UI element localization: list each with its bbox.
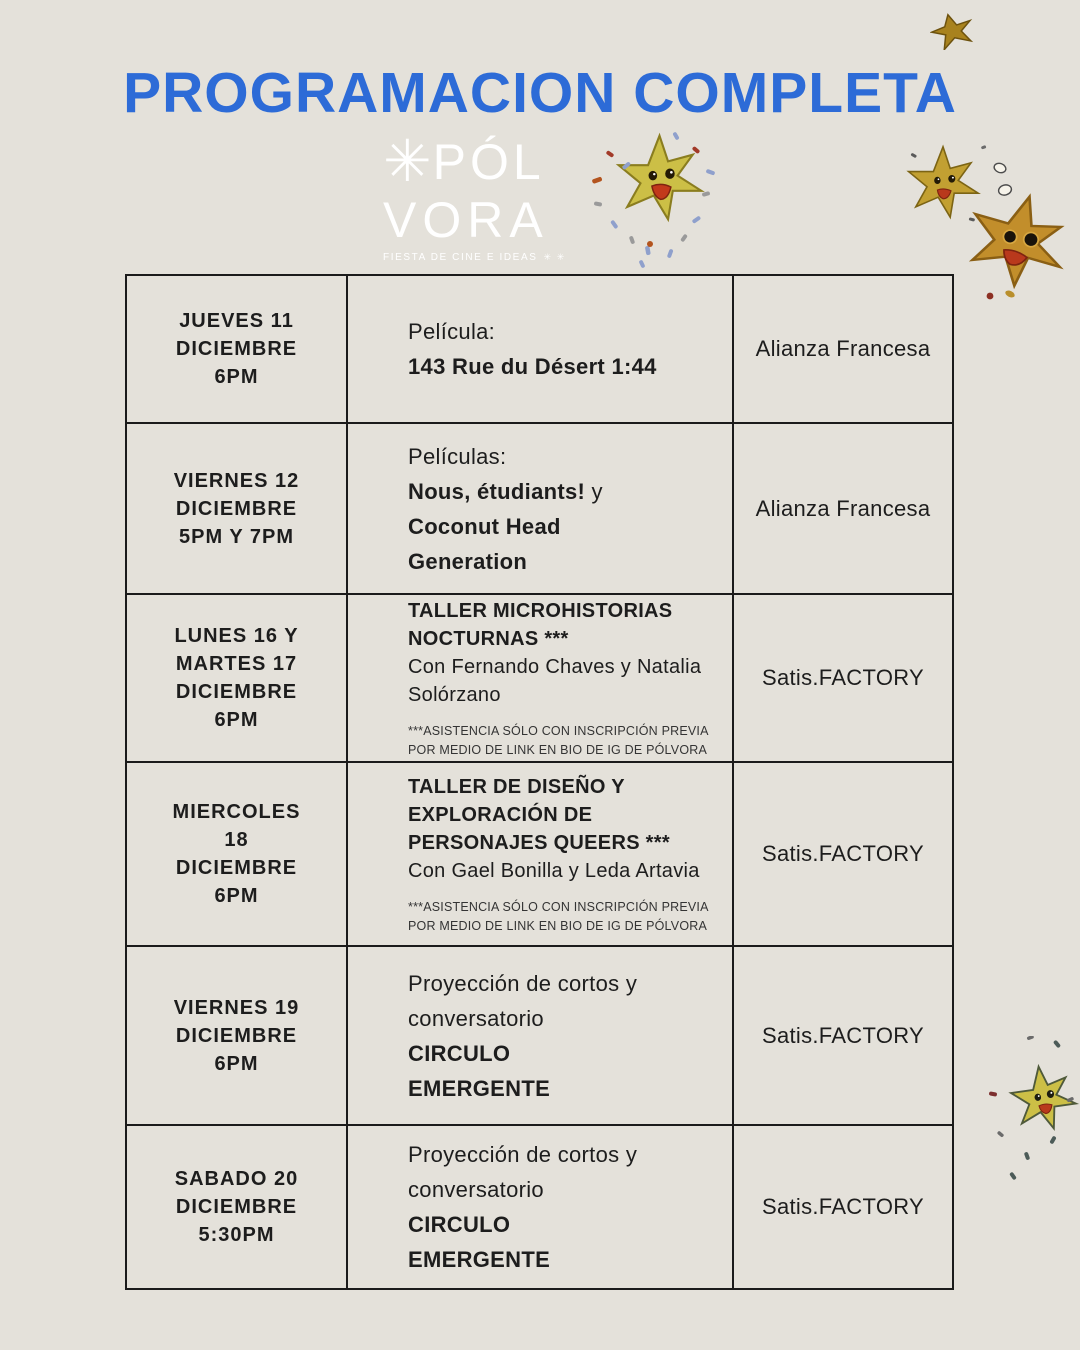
description-line — [408, 1137, 720, 1172]
description-text: Películas: — [408, 443, 507, 469]
polvora-logo — [383, 129, 566, 263]
description-cell — [347, 762, 733, 946]
description-cell — [347, 1125, 733, 1289]
sparkle-star-character-icon — [580, 126, 732, 272]
description-text: CIRCULO — [408, 1212, 511, 1237]
tiny-star-icon — [930, 12, 976, 50]
description-line — [408, 801, 720, 829]
description-line — [408, 544, 720, 579]
date-line: 5PM Y 7PM — [179, 525, 294, 548]
description-cell — [347, 946, 733, 1125]
description-text: Proyección de cortos y — [408, 1142, 638, 1167]
date-line: VIERNES 19 — [173, 996, 300, 1019]
description-text: conversatorio — [408, 1177, 544, 1202]
table-row — [126, 946, 953, 1125]
date-line: 5:30PM — [198, 1224, 275, 1246]
description-line — [408, 917, 720, 936]
description-text: ***ASISTENCIA SÓLO CON INSCRIPCIÓN PREVIA — [408, 723, 709, 738]
date-line: DICIEMBRE — [175, 1196, 298, 1218]
date-line: 6PM — [214, 885, 259, 907]
date-line: 18 — [224, 829, 249, 851]
table-row — [126, 423, 953, 594]
description-line — [408, 439, 720, 474]
date-cell — [126, 594, 347, 762]
date-line: SABADO 20 — [174, 1168, 299, 1190]
logo-tagline — [383, 252, 566, 263]
description-text: Nous, étudiants! — [408, 478, 586, 504]
bottom-star-character-icon — [983, 1036, 1080, 1188]
description-text: NOCTURNAS *** — [408, 627, 569, 650]
description-line — [408, 773, 720, 801]
date-line: VIERNES 12 — [173, 469, 300, 492]
description-line — [408, 597, 720, 625]
description-line — [408, 625, 720, 653]
schedule-table — [125, 274, 954, 1290]
description-line — [408, 722, 720, 741]
description-text: Película: — [408, 319, 496, 344]
sparkle-icon: ✳ — [383, 129, 432, 194]
date-line: DICIEMBRE — [175, 338, 298, 360]
venue-cell: Alianza Francesa — [733, 275, 953, 423]
description-text: CIRCULO — [408, 1040, 511, 1066]
logo-word-top: PÓL — [432, 134, 545, 190]
date-line: DICIEMBRE — [175, 497, 298, 520]
description-text: Con Gael Bonilla y Leda Artavia — [408, 859, 700, 882]
date-line: 6PM — [214, 1052, 259, 1075]
description-text: EMERGENTE — [408, 1247, 551, 1272]
date-cell — [126, 275, 347, 423]
description-line — [408, 1207, 720, 1242]
description-text: Coconut Head — [408, 513, 561, 539]
description-line — [408, 314, 720, 349]
description-text: Solórzano — [408, 683, 501, 706]
description-text: Proyección de cortos y — [408, 970, 638, 996]
date-cell — [126, 1125, 347, 1289]
date-line: MARTES 17 — [175, 653, 298, 675]
date-line: DICIEMBRE — [175, 1024, 298, 1047]
description-cell — [347, 594, 733, 762]
description-line — [408, 1172, 720, 1207]
large-star-character-icon — [948, 190, 1080, 302]
description-cell — [347, 423, 733, 594]
date-line: MIERCOLES — [172, 801, 301, 823]
description-cell — [347, 275, 733, 423]
description-text: PERSONAJES QUEERS *** — [408, 831, 670, 854]
description-line — [408, 474, 720, 509]
table-row — [126, 1125, 953, 1289]
venue-cell: Satis.FACTORY — [733, 946, 953, 1125]
page-title: PROGRAMACION COMPLETA — [123, 61, 957, 125]
table-row — [126, 762, 953, 946]
description-text: conversatorio — [408, 1005, 544, 1031]
table-row — [126, 275, 953, 423]
date-line: DICIEMBRE — [175, 857, 298, 879]
small-star-character-icon — [903, 142, 1023, 230]
description-line — [408, 857, 720, 885]
date-cell — [126, 423, 347, 594]
description-line — [408, 653, 720, 681]
description-text: TALLER DE DISEÑO Y — [408, 775, 625, 798]
description-text: EXPLORACIÓN DE — [408, 803, 593, 826]
description-line — [408, 509, 720, 544]
table-row — [126, 594, 953, 762]
venue-cell: Satis.FACTORY — [733, 762, 953, 946]
venue-cell: Satis.FACTORY — [733, 1125, 953, 1289]
date-line: JUEVES 11 — [179, 310, 294, 332]
venue-cell: Alianza Francesa — [733, 423, 953, 594]
description-line — [408, 1071, 720, 1106]
description-line — [408, 966, 720, 1001]
logo-word-bottom: VORA — [383, 192, 549, 248]
logo-line-top — [383, 129, 553, 194]
date-cell — [126, 762, 347, 946]
description-text: Generation — [408, 548, 528, 574]
description-text: EMERGENTE — [408, 1075, 551, 1101]
description-line — [408, 898, 720, 917]
description-text: 143 Rue du Désert 1:44 — [408, 354, 657, 379]
description-line — [408, 681, 720, 709]
description-text: POR MEDIO DE LINK EN BIO DE IG DE PÓLVORA — [408, 918, 708, 933]
description-line — [408, 741, 720, 760]
description-text: TALLER MICROHISTORIAS — [408, 599, 673, 622]
description-text: Con Fernando Chaves y Natalia — [408, 655, 702, 678]
description-text: ***ASISTENCIA SÓLO CON INSCRIPCIÓN PREVIA — [408, 899, 709, 914]
description-line — [408, 829, 720, 857]
date-cell — [126, 946, 347, 1125]
description-text: POR MEDIO DE LINK EN BIO DE IG DE PÓLVORA — [408, 742, 708, 757]
date-line: DICIEMBRE — [175, 681, 298, 703]
date-line: 6PM — [214, 366, 259, 388]
date-line: LUNES 16 Y — [174, 625, 299, 647]
logo-tagline-text: FIESTA DE CINE E IDEAS — [383, 252, 538, 263]
description-line — [408, 1036, 720, 1071]
description-line — [408, 349, 720, 384]
date-line: 6PM — [214, 709, 259, 731]
description-line — [408, 1242, 720, 1277]
description-line — [408, 1001, 720, 1036]
venue-cell: Satis.FACTORY — [733, 594, 953, 762]
description-text: y — [585, 478, 603, 504]
tagline-sparkles-icon: ✳ ✳ — [543, 252, 566, 262]
